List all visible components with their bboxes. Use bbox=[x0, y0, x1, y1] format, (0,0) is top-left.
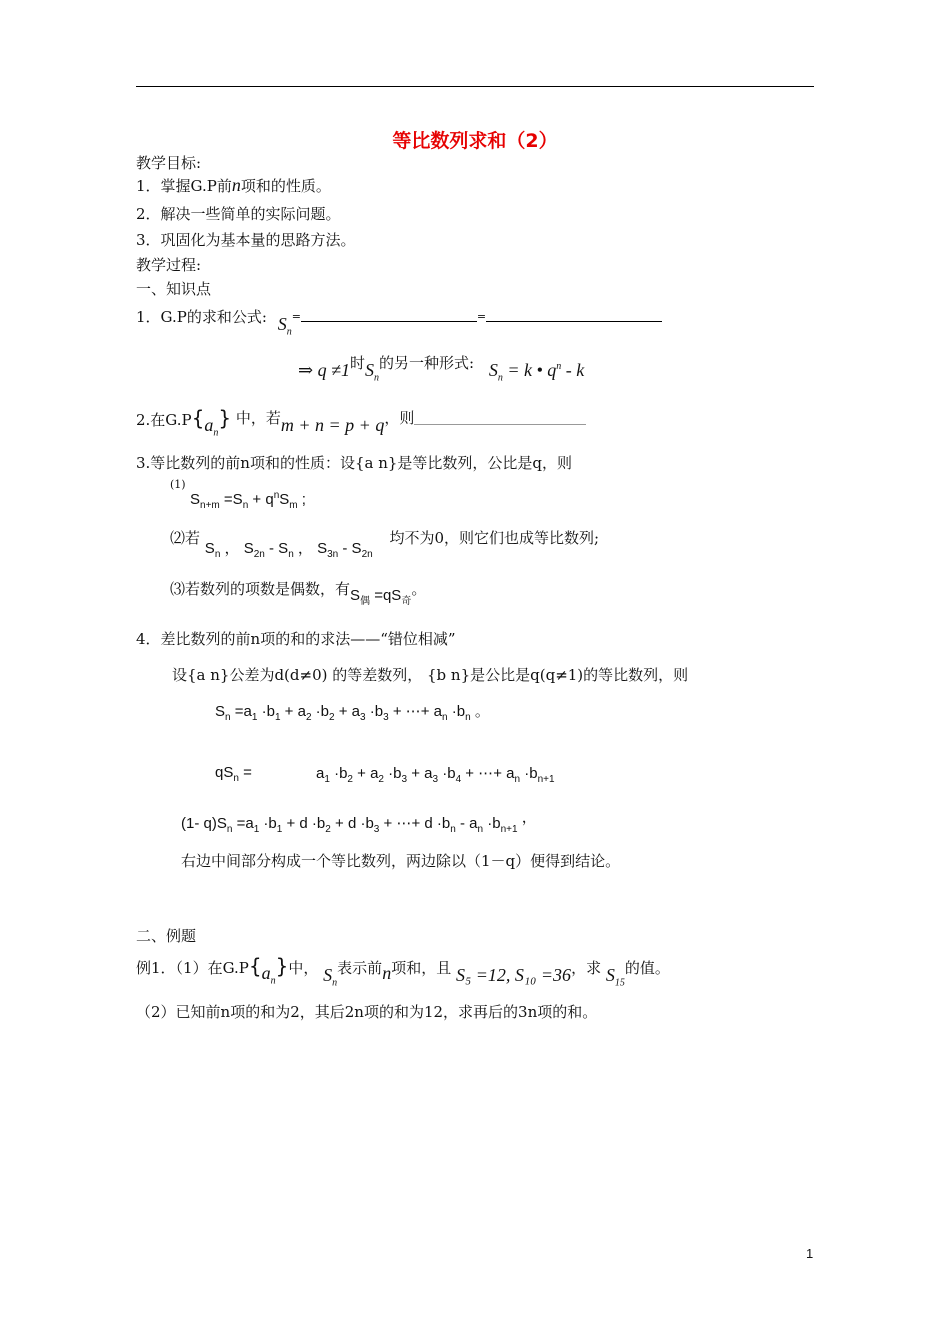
section1-heading: 一、知识点 bbox=[136, 280, 212, 298]
section2-heading: 二、例题 bbox=[136, 927, 197, 945]
sum-property-intro: 3.等比数列的前n项和的性质：设{a n}是等比数列，公比是q，则 bbox=[136, 454, 573, 472]
blank-2 bbox=[486, 307, 662, 322]
prop-3-line: ⑶若数列的项数是偶数，有$S_偶 =qS_奇$。 bbox=[170, 580, 427, 607]
conclusion: 右边中间部分构成一个等比数列，两边除以（1－q）便得到结论。 bbox=[181, 852, 621, 870]
alt-form-line: ⇒ q ≠1时$S_n$的另一种形式: $S_n = k$ • $q^n$ - k bbox=[298, 354, 585, 384]
goal-item-3: 3．巩固化为基本量的思路方法。 bbox=[136, 231, 356, 249]
sum-formula-line: 1．G.P的求和公式: $S_n=$ = bbox=[136, 306, 662, 330]
example-1-part-1: 例1．（1）在$G.P\{a_n\}$中， $S_n$表示前n项和，且 S₅ =12, S₁₀ =36，求 $S_{15}$的值。 bbox=[136, 954, 670, 989]
example-1-part-2: （2）已知前n项的和为2，其后2n项的和为12，求再后的3n项的和。 bbox=[136, 1003, 598, 1021]
prop-2-line: ⑵若 $S_n$ ， $S_{2n} - S_n$ ， $S_{3n} - S_{2n}$ 均不为0，则它们也成等比数列; bbox=[170, 529, 600, 560]
goal-item-2: 2．解决一些简单的实际问题。 bbox=[136, 205, 341, 223]
subtraction-result: (1- $q)S_n =a_1 \cdot b_1 + d \cdot b_2 + d \cdot b_3$ + ⋯+ $d \cdot b_n - a_n \cdot b_{n+1}$ ， bbox=[181, 809, 537, 835]
page-title: 等比数列求和（2） bbox=[392, 130, 558, 152]
page-number: 1 bbox=[806, 1246, 814, 1261]
diff-ratio-desc: 设{a n}公差为d(d≠0) 的等差数列， {b n}是公比是q(q≠1)的等比数列，则 bbox=[172, 666, 689, 684]
prop-1-formula: $S_{n+m} =S_n + q^nS_m$ ; bbox=[190, 490, 306, 511]
prop-1-number: (1) bbox=[170, 478, 186, 491]
goal-item-1: 1．掌握G.P前n项和的性质。 bbox=[136, 175, 331, 195]
goals-heading: 教学目标: bbox=[136, 154, 202, 172]
blank-3 bbox=[414, 410, 586, 425]
diff-ratio-heading: 4．差比数列的前n项的和的求法——“错位相减” bbox=[136, 630, 456, 648]
sn-expansion: $S_n =a_1 \cdot b_1 + a_2 \cdot b_2 + a_3 \cdot b_3$ + ⋯+ $a_n \cdot b_n$ 。 bbox=[215, 703, 490, 723]
qsn-expansion: $a_1 \cdot b_2 + a_2 \cdot b_3 + a_3 \cdot b_4$ + ⋯+ $a_n \cdot b_{n+1}$ bbox=[316, 765, 555, 785]
header-rule bbox=[136, 86, 814, 87]
qsn-label: $qS_n$ = bbox=[215, 764, 252, 784]
blank-1 bbox=[301, 307, 477, 322]
gp-property-line: 2.在$G.P\{a_n\}$ 中，若m + n = p + q，则 bbox=[136, 406, 586, 433]
process-heading: 教学过程: bbox=[136, 256, 202, 274]
